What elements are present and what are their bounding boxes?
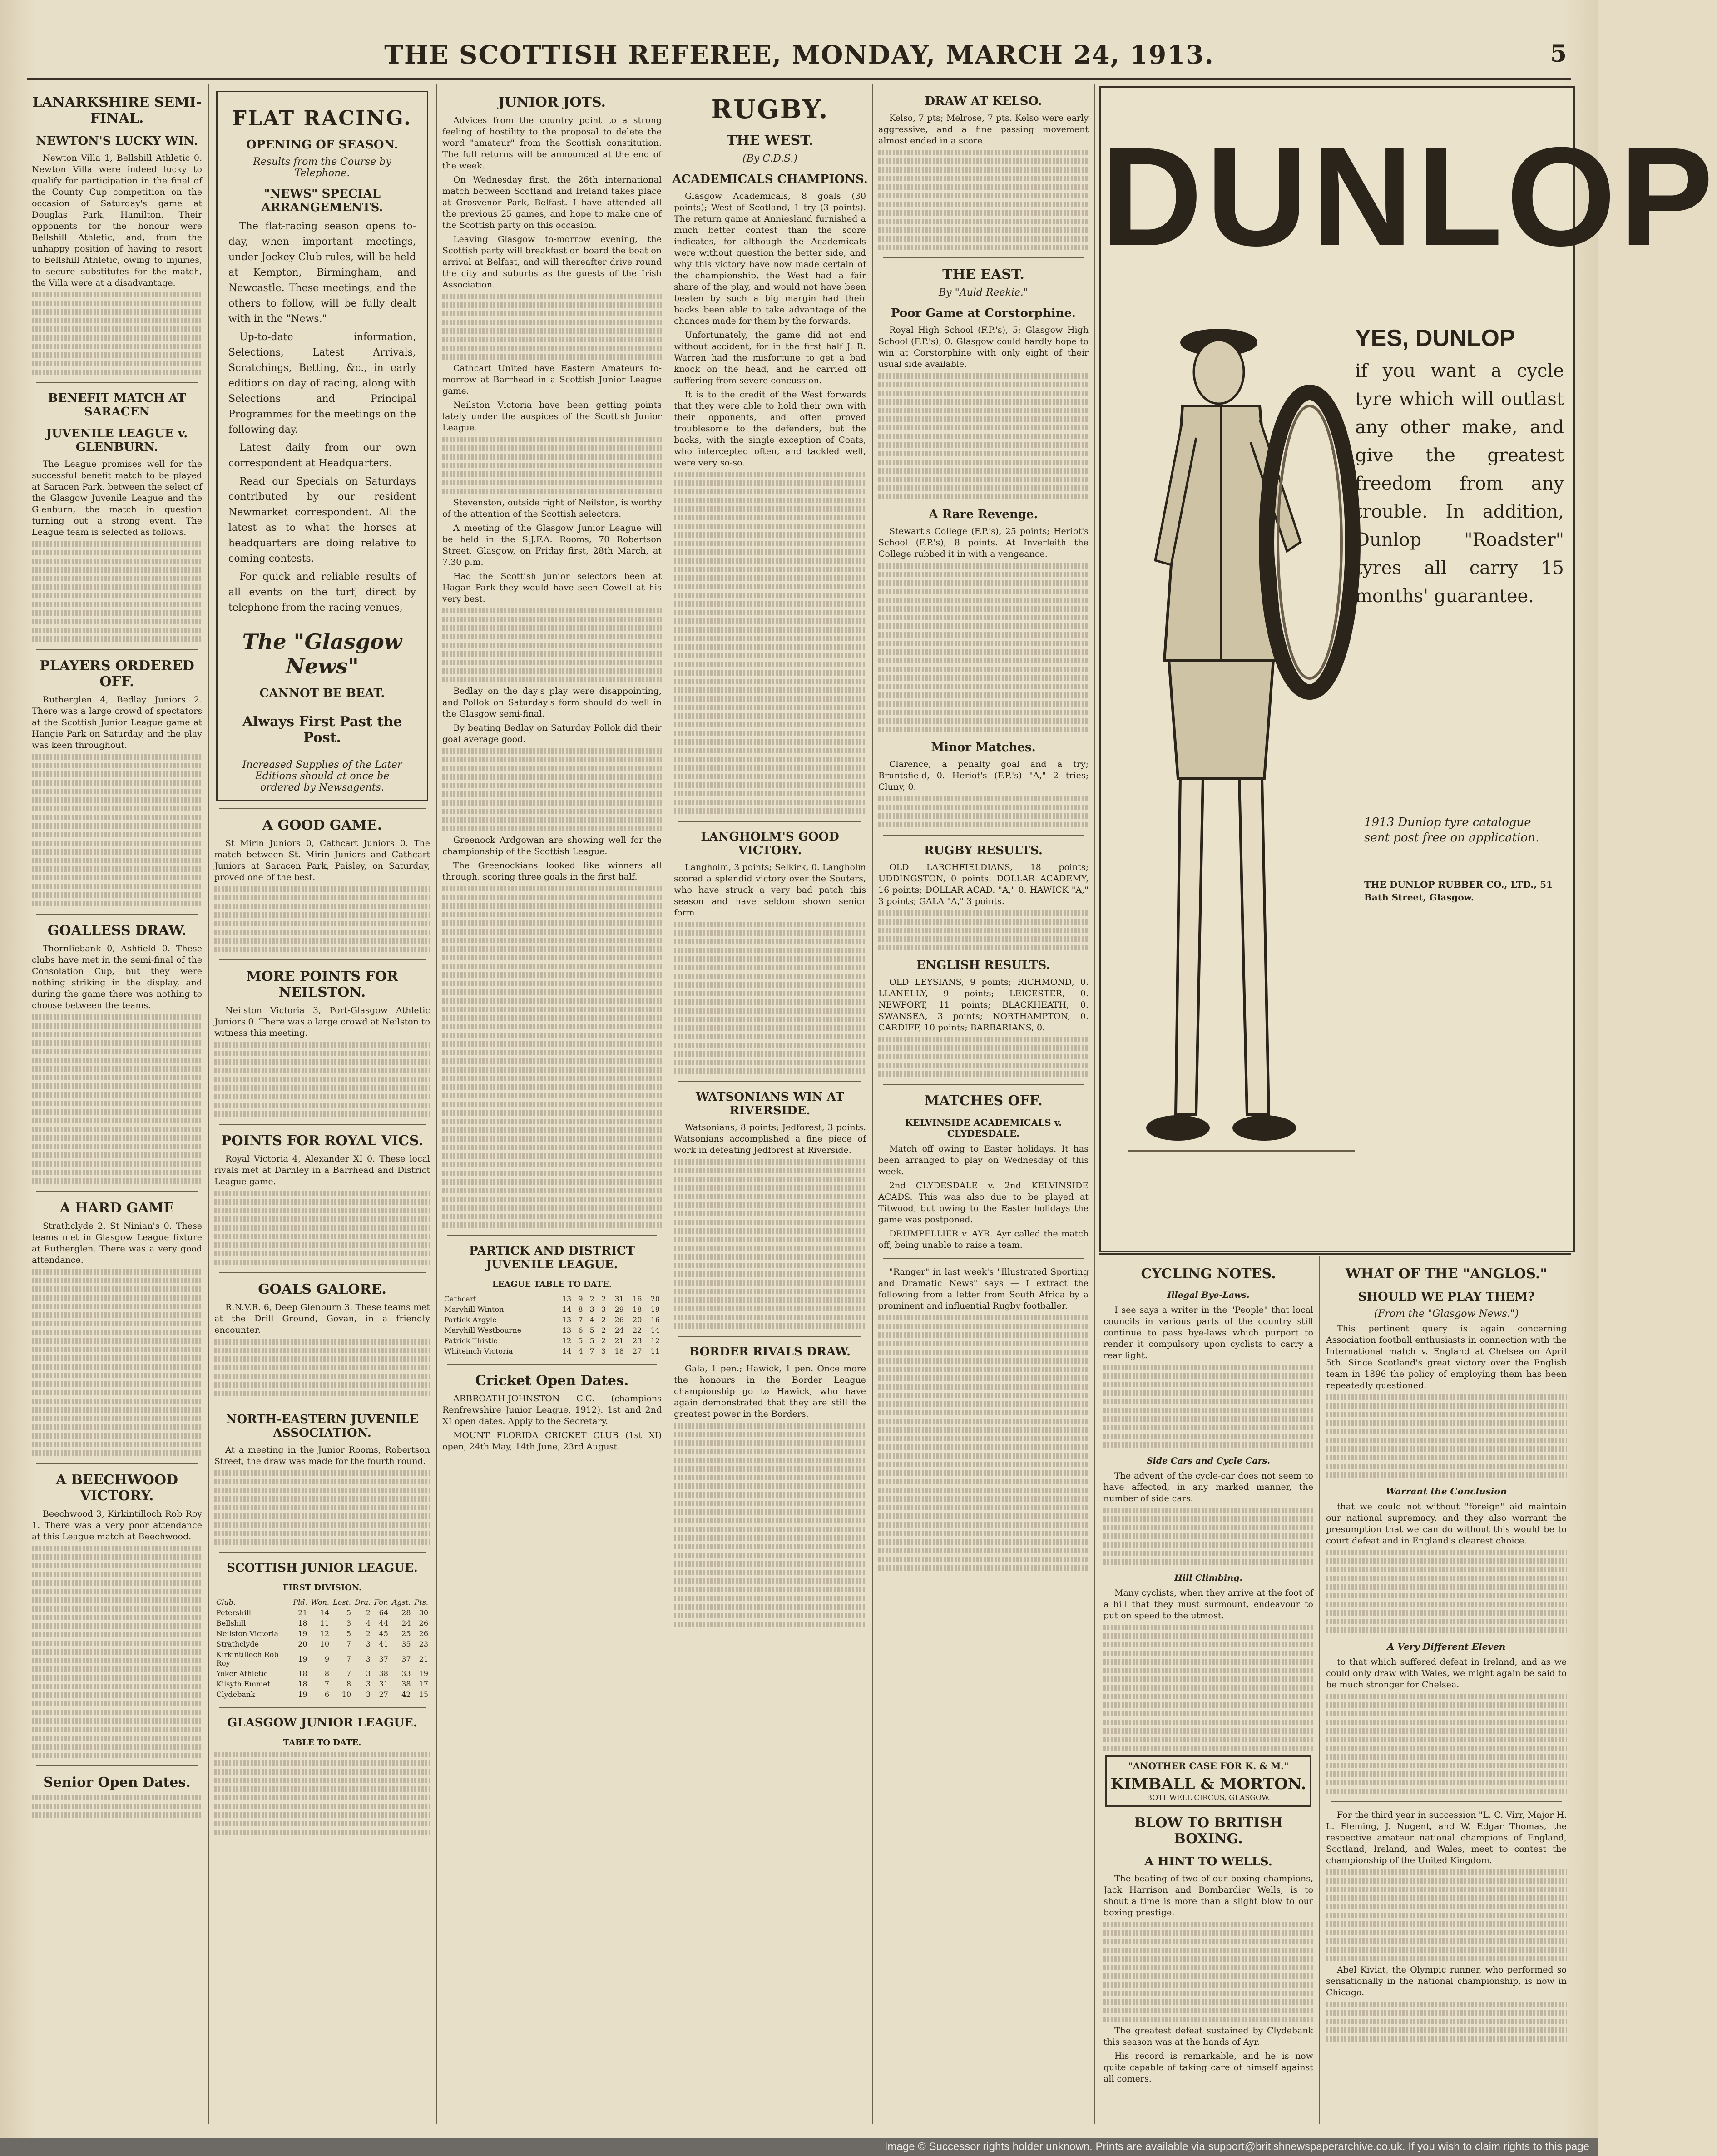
article-heading: PLAYERS ORDERED OFF. [40,658,194,690]
table-cell: 29 [614,1305,624,1314]
table-cell: 14 [320,1608,330,1617]
table-heading: GLASGOW JUNIOR LEAGUE. [227,1716,417,1730]
table-cell: 11 [650,1347,660,1355]
article-heading: LANGHOLM'S GOOD VICTORY. [701,830,839,857]
article-body: Thornliebank 0, Ashfield 0. These clubs have met in the semi-final of the Consolation Cup, but they were nothing striking in the display, and during the game there was nothing to choose between the teams. [32,944,202,1010]
table-cell: 7 [324,1680,330,1688]
league-table [442,1294,662,1356]
page-number: 5 [1550,40,1567,68]
flat-racing-notice: FLAT RACING. OPENING OF SEASON. Results from the Course by Telephone. "NEWS" SPECIAL ARRANGEMENTS. The flat-racing season opens to-day, when important meetings, under Jockey Club rules, will be held at Kempton, Birmingham, and Newcastle. These meetings, and the others to follow, will be fully dealt with in the "News." Up-to-date information, Selections, Latest Arrivals, Scratchings, Betting, &c., in early editions on day of racing, along with Selections and Principal Programmes for the meetings on the following day. Latest daily from our own correspondent at Headquarters. Read our Specials on Saturdays contributed by our resident Newmarket correspondent. All the latest as to what the horses at headquarters are doing relative to coming contests. For quick and reliable results of all events on the turf, direct by telephone from the racing venues, The "Glasgow News" CANNOT BE BEAT. Always First Past the Post. Increased Supplies of the Later Editions should at once be ordered by Newsagents. [216,91,428,801]
ad-divider [1099,1253,1571,1255]
table-cell: Cathcart [444,1295,477,1303]
table-cell: 12 [562,1336,572,1345]
table-row [214,1679,430,1689]
article-body: Stewart's College (F.P.'s), 25 points; Heriot's School (F.P.'s), 8 points. At Inverleith the College rubbed it in with a vengeance. [878,526,1089,559]
table-cell: 31 [379,1680,388,1688]
article-heading: A BEECHWOOD VICTORY. [55,1472,178,1504]
dunlop-advertisement [1099,86,1717,1252]
article-body: St Mirin Juniors 0, Cathcart Juniors 0. The match between St. Mirin Juniors and Cathcart Juniors at Saracen Park, Paisley, on Saturday, proved one of the best. [214,838,430,882]
column-divider [1319,1256,1320,2124]
table-cell: 38 [401,1680,411,1688]
table-cell: 26 [614,1315,624,1324]
article-body: Beechwood 3, Kirkintilloch Rob Roy 1. There was a very poor attendance at this League match at Beechwood. [32,1509,202,1542]
table-cell: 7 [578,1315,583,1324]
column-cycling-notes: CYCLING NOTES. Illegal Bye-Laws. I see says a writer in the "People" that local councils in various parts of the country still continue to pass bye-laws which purport to render it compulsory upon cyclists to carry a rear light. Side Cars and Cycle Cars. The advent of the cycle-car does not seem to have affected, in any marked manner, the number of side cars. Hill Climbing. Many cyclists, when they arrive at the foot of a hill that they must surmount, endeavour to put on speed to the utmost. "ANOTHER CASE FOR K. & M." KIMBALL & MORTON. BOTHWELL CIRCUS, GLASGOW. BLOW TO BRITISH BOXING. A HINT TO WELLS. The beating of two of our boxing champions, Jack Harrison and Bombardier Wells, is to shout a time is more than a slight blow to our boxing prestige. The greatest defeat sustained by Clydebank this season was at the hands of Ayr. His record is remarkable, and he is now quite capable of taking care of himself against all comers. [1099,1258,1318,2121]
article-heading: Senior Open Dates. [43,1775,191,1790]
table-cell: Maryhill Winton [444,1305,504,1314]
table-cell: Clydebank [216,1690,255,1699]
table-cell: 21 [614,1336,624,1345]
column-rugby: RUGBY. THE WEST. (By C.D.S.) ACADEMICALS CHAMPIONS. Glasgow Academicals, 8 goals (30 points); West of Scotland, 1 try (3 points). The return game at Anniesland furnished a much better contest than the score indicates, for although the Academicals were without question the better side, and why this victory have now made certain of the championship, the West had a fair share of the play, and would not have been beaten by such a big margin had their backs been able to take advantage of the chances made for them by the forwards. Unfortunately, the game did not end without accident, for in the first half J. R. Warren had the misfortune to get a bad knock on the head, and he carried off suffering from severe concussion. It is to the credit of the West forwards that they were able to hold their own with their opponents, and often proved troublesome to the defenders, but the backs, with the single exception of Coats, who intercepted often, and tackled well, were very so-so. LANGHOLM'S GOOD VICTORY. Langholm, 3 points; Selkirk, 0. Langholm scored a splendid victory over the Souters, who have struck a very bad patch this season and have seldom shown senior form. WATSONIANS WIN AT RIVERSIDE. Watsonians, 8 points; Jedforest, 3 points. Watsonians accomplished a fine piece of work in defeating Jedforest at Riverside. BORDER RIVALS DRAW. Gala, 1 pen.; Hawick, 1 pen. Once more the honours in the Border League championship go to Hawick, who have again demonstrated that they are still the greatest power in the Borders. [669,86,871,2121]
column-divider [872,84,873,2124]
article-body: Clarence, a penalty goal and a try; Bruntsfield, 0. Heriot's (F.P.'s) "A," 2 tries; Cluny, 0. [878,759,1089,792]
table-cell: 5 [589,1326,594,1335]
article-heading: Cricket Open Dates. [475,1373,629,1389]
table-cell: 24 [614,1326,624,1335]
table-cell: 21 [419,1654,428,1663]
table-cell: 14 [562,1305,572,1314]
table-cell: 11 [320,1619,330,1627]
article-heading: Poor Game at Corstorphine. [891,307,1076,320]
article-heading: CYCLING NOTES. [1141,1266,1276,1282]
table-cell: 9 [578,1295,583,1303]
table-cell: 24 [401,1619,411,1627]
article-subheading: NEWTON'S LUCKY WIN. [36,134,198,148]
masthead [27,40,1571,81]
article-body: Many cyclists, when they arrive at the foot of a hill that they must surmount, endeavour to put on speed to the utmost. [1103,1588,1313,1621]
column-divider [208,84,209,2124]
table-header-row [214,1597,430,1607]
article-heading: GOALS GALORE. [258,1281,386,1297]
table-row [214,1628,430,1639]
article-heading: GOALLESS DRAW. [47,923,187,939]
article-body: Kelso, 7 pts; Melrose, 7 pts. Kelso were early aggressive, and a fine passing movement almost ended in a score. [878,113,1089,146]
table-cell: 3 [366,1690,371,1699]
table-header-cell: For. [374,1598,388,1607]
table-cell: 2 [601,1315,606,1324]
table-cell: 4 [578,1347,583,1355]
table-cell: 8 [578,1305,583,1314]
table-row [214,1639,430,1649]
article-body: ARBROATH-JOHNSTON C.C. (champions Renfrewshire Junior League, 1912). 1st and 2nd XI open dates. Apply to the Secretary. [442,1394,662,1426]
section-heading: RUGBY. [711,94,829,124]
article-body: The advent of the cycle-car does not seem to have affected, in any marked manner, the number of side cars. [1103,1471,1313,1503]
table-cell: 16 [633,1295,642,1303]
table-cell: Partick Argyle [444,1315,497,1324]
article-body: Rutherglen 4, Bedlay Juniors 2. There was a large crowd of spectators at the Scottish Junior League game at Hangie Park on Saturday, and the play was keen throughout. [32,695,202,750]
article-subheading: OPENING OF SEASON. [246,138,398,152]
table-cell: 3 [366,1680,371,1688]
table-cell: 25 [401,1629,411,1638]
table-cell: 12 [320,1629,330,1638]
table-cell: 12 [650,1336,660,1345]
table-cell: 19 [650,1305,660,1314]
article-body: Leaving Glasgow to-morrow evening, the Scottish party will breakfast on board the boat on arrival at Belfast, and will thereafter drive round the city and suburbs as the guests of the Irish Association. [442,234,662,290]
table-cell: 21 [298,1608,307,1617]
kimball-morton-ad: "ANOTHER CASE FOR K. & M." KIMBALL & MORTON. BOTHWELL CIRCUS, GLASGOW. [1105,1755,1311,1807]
dunlop-headline: YES, DUNLOP [1355,325,1515,351]
table-cell: 5 [346,1608,351,1617]
article-body: 2nd CLYDESDALE v. 2nd KELVINSIDE ACADS. This was also due to be played at Titwood, but owing to the Easter holidays the game was postponed. [878,1181,1089,1225]
table-row [442,1315,662,1325]
article-body: Advices from the country point to a strong feeling of hostility to the proposal to delete the word "amateur" from the Scottish constitution. The full returns will be announced at the end of the week. [442,115,662,171]
table-cell: 16 [650,1315,660,1324]
table-cell: 27 [379,1690,388,1699]
article-body: This pertinent query is again concerning Association football enthusiasts in connection with the International match v. England at Chelsea on April 5th. Since Scotland's great victory over the English team in 1896 the policy of employing them has been repeatedly questioned. [1326,1324,1567,1390]
article-heading: Minor Matches. [931,741,1036,754]
table-cell: 19 [298,1629,307,1638]
table-cell: 4 [589,1315,594,1324]
table-cell: 30 [419,1608,428,1617]
article-body: that we could not without "foreign" aid maintain our national supremacy, and they also warrant the presumption that we can do without this would be to court defeat and in England's clearest choice. [1326,1502,1567,1546]
article-heading: A Rare Revenge. [929,508,1038,521]
table-cell: Whiteinch Victoria [444,1347,513,1355]
table-cell: 14 [650,1326,660,1335]
article-body: The beating of two of our boxing champions, Jack Harrison and Bombardier Wells, is to shout a time is more than a slight blow to our boxing prestige. [1103,1874,1313,1918]
table-cell: 8 [346,1680,351,1688]
table-cell: 3 [601,1305,606,1314]
article-body: The greatest defeat sustained by Clydebank this season was at the hands of Ayr. [1103,2026,1313,2047]
article-body: For the third year in succession "L. C. Virr, Major H. L. Fleming, J. Nugent, and W. Edgar Thomas, the respective amateur national champions of England, Scotland, Ireland, and Wales, meet to contest the championship of the United Kingdom. [1326,1810,1567,1865]
article-heading: MATCHES OFF. [924,1093,1043,1109]
table-cell: 15 [419,1690,428,1699]
article-heading: WATSONIANS WIN AT RIVERSIDE. [695,1090,845,1118]
table-cell: 2 [601,1336,606,1345]
article-body: MOUNT FLORIDA CRICKET CLUB (1st XI) open, 24th May, 14th June, 23rd August. [442,1430,662,1452]
table-row [214,1668,430,1679]
masthead-title: THE SCOTTISH REFEREE, MONDAY, MARCH 24, 1913. [384,40,1214,70]
table-row [442,1335,662,1346]
column-rugby-east: DRAW AT KELSO. Kelso, 7 pts; Melrose, 7 pts. Kelso were early aggressive, and a fine passing movement almost ended in a score. THE EAST. By "Auld Reekie." Poor Game at Corstorphine. Royal High School (F.P.'s), 5; Glasgow High School (F.P.'s), 0. Glasgow could hardly hope to win at Corstorphine with only eight of their usual side available. A Rare Revenge. Stewart's College (F.P.'s), 25 points; Heriot's School (F.P.'s), 8 points. At Inverleith the College rubbed it in with a vengeance. Minor Matches. Clarence, a penalty goal and a try; Bruntsfield, 0. Heriot's (F.P.'s) "A," 2 tries; Cluny, 0. RUGBY RESULTS. OLD LARCHFIELDIANS, 18 points; UDDINGSTON, 0 points. DOLLAR ACADEMY, 16 points; DOLLAR ACAD. "A," 0. HAWICK "A," 3 points; GALA "A," 3 points. ENGLISH RESULTS. OLD LEYSIANS, 9 points; RICHMOND, 0. LLANELLY, 9 points; LEICESTER, 0. NEWPORT, 11 points; BLACKHEATH, 0. SWANSEA, 3 points; NORTHAMPTON, 0. CARDIFF, 10 points; BARBARIANS, 0. MATCHES OFF. KELVINSIDE ACADEMICALS v. CLYDESDALE. Match off owing to Easter holidays. It has been arranged to play on Wednesday of this week. 2nd CLYDESDALE v. 2nd KELVINSIDE ACADS. This was also due to be played at Titwood, but owing to the Easter holidays the game was postponed. DRUMPELLIER v. AYR. Ayr called the match off, being unable to raise a team. "Ranger" in last week's "Illustrated Sporting and Dramatic News" says — I extract the following from a letter from South Africa by a prominent and influential Rugby footballer. [874,86,1093,2121]
table-cell: 45 [379,1629,388,1638]
dunlop-copy [1355,324,1564,610]
article-body: I see says a writer in the "People" that local councils in various parts of the country still continue to pass bye-laws which purport to render it compulsory upon cyclists to carry a rear light. [1103,1305,1313,1360]
article-heading: LANARKSHIRE SEMI-FINAL. [32,94,202,126]
table-cell: 41 [379,1640,388,1648]
table-cell: Yoker Athletic [216,1669,268,1678]
article-body: Royal High School (F.P.'s), 5; Glasgow High School (F.P.'s), 0. Glasgow could hardly hope to win at Corstorphine with only eight of their usual side available. [878,325,1089,369]
table-cell: 2 [601,1295,606,1303]
table-cell: 23 [633,1336,642,1345]
table-cell: 42 [401,1690,411,1699]
article-body: Cathcart United have Eastern Amateurs to-morrow at Barrhead in a Scottish Junior League game. [442,363,662,396]
section-heading: THE EAST. [942,267,1024,282]
table-cell: 7 [589,1347,594,1355]
article-heading: BLOW TO BRITISH BOXING. [1134,1815,1283,1847]
article-body: It is to the credit of the West forwards that they were able to hold their own with their opponents, and often proved troublesome to the defenders, but the backs, with the single exception of Coats, who intercepted often, and tackled well, were very so-so. [674,390,866,468]
table-row [442,1346,662,1356]
table-cell: 18 [633,1305,642,1314]
article-body: Neilston Victoria have been getting points lately under the auspices of the Scottish Junior League. [442,400,662,433]
table-cell: 18 [298,1680,307,1688]
table-cell: 13 [562,1315,572,1324]
table-header-cell: Dra. [355,1598,371,1607]
table-cell: Kirkintilloch Rob Roy [216,1650,279,1667]
article-body: Royal Victoria 4, Alexander XI 0. These local rivals met at Darnley in a Barrhead and District League game. [214,1154,430,1187]
article-heading: MORE POINTS FOR NEILSTON. [246,969,398,1000]
cyclist-illustration-icon [1128,288,1355,1173]
article-body: A meeting of the Glasgow Junior League will be held in the S.J.F.A. Rooms, 70 Robertson Street, Glasgow, on Friday first, 28th March, at 7.30 p.m. [442,523,662,567]
table-cell: 19 [419,1669,428,1678]
table-cell: Bellshill [216,1619,246,1627]
table-cell: 19 [298,1654,307,1663]
table-header-cell: Lost. [333,1598,351,1607]
article-body: His record is remarkable, and he is now quite capable of taking care of himself against all comers. [1103,2051,1313,2084]
table-cell: 26 [419,1629,428,1638]
article-body: to that which suffered defeat in Ireland, and as we could only draw with Wales, we might again be said to be much stronger for Chelsea. [1326,1657,1567,1690]
glasgow-news-ad: The "Glasgow News" [242,629,402,678]
article-body: Strathclyde 2, St Ninian's 0. These teams met in Glasgow League fixture at Rutherglen. There was a very good attendance. [32,1221,202,1265]
table-row [442,1304,662,1315]
table-row [442,1325,662,1335]
table-cell: 7 [346,1654,351,1663]
article-body: Stevenston, outside right of Neilston, is worthy of the attention of the Scottish selectors. [442,498,662,519]
table-cell: 20 [633,1315,642,1324]
table-row [214,1607,430,1618]
table-header-cell: Club. [216,1598,236,1607]
column-flat-racing: FLAT RACING. OPENING OF SEASON. Results from the Course by Telephone. "NEWS" SPECIAL ARRANGEMENTS. The flat-racing season opens to-day, when important meetings, under Jockey Club rules, will be held at Kempton, Birmingham, and Newcastle. These meetings, and the others to follow, will be fully dealt with in the "News." Up-to-date information, Selections, Latest Arrivals, Scratchings, Betting, &c., in early editions on day of racing, along with Selections and Principal Programmes for the meetings on the following day. Latest daily from our own correspondent at Headquarters. Read our Specials on Saturdays contributed by our resident Newmarket correspondent. All the latest as to what the horses at headquarters are doing relative to coming contests. For quick and reliable results of all events on the turf, direct by telephone from the racing venues, The "Glasgow News" CANNOT BE BEAT. Always First Past the Post. Increased Supplies of the Later Editions should at once be ordered by Newsagents. A GOOD GAME. St Mirin Juniors 0, Cathcart Juniors 0. The match between St. Mirin Juniors and Cathcart Juniors at Saracen Park, Paisley, on Saturday, proved one of the best. MORE POINTS FOR NEILSTON. Neilston Victoria 3, Port-Glasgow Athletic Juniors 0. There was a large crowd at Neilston to witness this meeting. POINTS FOR ROYAL VICS. Royal Victoria 4, Alexander XI 0. These local rivals met at Darnley in a Barrhead and District League game. GOALS GALORE. R.N.V.R. 6, Deep Glenburn 3. These teams met at the Drill Ground, Govan, in a friendly encounter. NORTH-EASTERN JUVENILE ASSOCIATION. At a meeting in the Junior Rooms, Robertson Street, the draw was made for the fourth round. SCOTTISH JUNIOR LEAGUE. FIRST DIVISION. Club. Pld. Won. Lost. Dra. For. Agst. Pts. Petershill 21 14 5 2 64 28 30 Bellshill 18 11 3 4 44 24 26 Neilston Victoria 19 12 5 2 45 25 26 Strathclyde 20 10 7 3 41 35 23 Kirkintilloch Rob Roy 19 9 7 3 37 37 21 Yoker Athletic 18 8 7 3 38 33 19 Kilsyth Emmet 18 7 8 3 31 38 17 Clydebank 19 6 10 3 27 42 15 GLASGOW JUNIOR LEAGUE. TABLE TO DATE. [210,86,435,2121]
article-heading: WHAT OF THE "ANGLOS." [1345,1266,1548,1282]
table-cell: 37 [401,1654,411,1663]
table-cell: 3 [589,1305,594,1314]
article-subheading: JUVENILE LEAGUE v. GLENBURN. [46,427,188,454]
article-body: DRUMPELLIER v. AYR. Ayr called the match off, being unable to raise a team. [878,1229,1089,1250]
masthead-rule [27,78,1571,80]
table-cell: Kilsyth Emmet [216,1680,271,1688]
article-heading: A GOOD GAME. [262,817,382,833]
table-cell: 10 [320,1640,330,1648]
table-cell: 31 [614,1295,624,1303]
article-body: Gala, 1 pen.; Hawick, 1 pen. Once more the honours in the Border League championship go to Hawick, who have again demonstrated that they are still the greatest power in the Borders. [674,1364,866,1419]
table-header-cell: Pts. [414,1598,428,1607]
table-cell: 44 [379,1619,388,1627]
dunlop-catalogue-note: 1913 Dunlop tyre catalogue sent post free on application. [1364,816,1539,845]
article-heading: JUNIOR JOTS. [498,94,606,110]
table-cell: 13 [562,1295,572,1303]
article-heading: BENEFIT MATCH AT SARACEN [48,391,186,419]
table-cell: 28 [401,1608,411,1617]
article-body: Watsonians, 8 points; Jedforest, 3 points. Watsonians accomplished a fine piece of work in defeating Jedforest at Riverside. [674,1123,866,1155]
article-body: The Greenockians looked like winners all through, scoring three goals in the first half. [442,860,662,882]
table-cell: 2 [589,1295,594,1303]
article-body: "Ranger" in last week's "Illustrated Sporting and Dramatic News" says — I extract the following from a letter from South Africa by a prominent and influential Rugby footballer. [878,1267,1089,1311]
article-body: Greenock Ardgowan are showing well for the championship of the Scottish League. [442,835,662,856]
article-body: Unfortunately, the game did not end without accident, for in the first half J. R. Warren had the misfortune to get a bad knock on the head, and he carried off suffering from severe concussion. [674,330,866,386]
table-cell: Neilston Victoria [216,1629,279,1638]
article-heading: ENGLISH RESULTS. [916,959,1050,972]
table-cell: 26 [419,1619,428,1627]
table-cell: 7 [346,1669,351,1678]
table-header-cell: Won. [311,1598,330,1607]
table-cell: 5 [346,1629,351,1638]
table-cell: 33 [401,1669,411,1678]
table-cell: 7 [346,1640,351,1648]
table-cell: 5 [578,1336,583,1345]
table-cell: Petershill [216,1608,251,1617]
table-cell: 5 [589,1336,594,1345]
table-header-cell: Agst. [391,1598,411,1607]
table-cell: 17 [419,1680,428,1688]
article-body: The League promises well for the successful benefit match to be played at Saracen Park, between the select of the Glasgow Juvenile League and the Glenburn, the match in question turning out a strong event. The League team is selected as follows. [32,459,202,537]
table-cell: 37 [379,1654,388,1663]
dunlop-company: THE DUNLOP RUBBER CO., LTD., 51 Bath Street, Glasgow. [1364,879,1553,903]
table-row [214,1618,430,1628]
article-body: Bedlay on the day's play were disappointing, and Pollok on Saturday's form should do well in the Glasgow semi-final. [442,686,662,719]
article-heading: NORTH-EASTERN JUVENILE ASSOCIATION. [226,1413,419,1440]
table-cell: 18 [298,1669,307,1678]
article-heading: DRAW AT KELSO. [925,94,1042,108]
table-cell: 6 [324,1690,330,1699]
dunlop-body: if you want a cycle tyre which will outlast any other make, and give the greatest freedom from any trouble. In addition, Dunlop "Roadster" tyres all carry 15 months' guarantee. [1355,361,1564,607]
article-body: Newton Villa 1, Bellshill Athletic 0. Newton Villa were indeed lucky to qualify for participation in the final of the County Cup competition on the occasion of Saturday's game at Douglas Park, Hamilton. Their opponents for the honour were Bellshill Athletic, and, from the unhappy position of having to resort to Bellshill Athletic, owing to injuries, to secure substitutes for the match, the Villa were at a disadvantage. [32,153,202,288]
table-row [214,1689,430,1700]
article-body: Abel Kiviat, the Olympic runner, who performed so sensationally in the national championship, is now in Chicago. [1326,1965,1567,1998]
table-cell: 10 [341,1690,351,1699]
article-heading: RUGBY RESULTS. [924,844,1043,857]
article-body: On Wednesday first, the 26th international match between Scotland and Ireland takes place at Grosvenor Park, Belfast. I have attended all the previous 25 games, and hope to make one of the Scottish party on this occasion. [442,175,662,230]
table-header-cell: Pld. [293,1598,307,1607]
table-cell: 8 [324,1669,330,1678]
table-row [214,1649,430,1668]
table-cell: 3 [346,1619,351,1627]
table-cell: 3 [601,1347,606,1355]
table-cell: 13 [562,1326,572,1335]
table-heading: SCOTTISH JUNIOR LEAGUE. [227,1561,418,1575]
article-heading: BORDER RIVALS DRAW. [689,1345,851,1359]
table-cell: 2 [366,1629,371,1638]
table-cell: 2 [366,1608,371,1617]
table-cell: 9 [324,1654,330,1663]
table-cell: 23 [419,1640,428,1648]
table-cell: 14 [562,1347,572,1355]
table-cell: 3 [366,1654,371,1663]
table-cell: 35 [401,1640,411,1648]
table-heading: PARTICK AND DISTRICT JUVENILE LEAGUE. [469,1244,635,1271]
table-cell: 18 [614,1347,624,1355]
article-body: Match off owing to Easter holidays. It has been arranged to play on Wednesday of this week. [878,1144,1089,1177]
column-divider [1094,84,1095,2124]
table-row [442,1294,662,1304]
column-anglos: WHAT OF THE "ANGLOS." SHOULD WE PLAY THEM? (From the "Glasgow News.") This pertinent query is again concerning Association football enthusiasts in connection with the International match v. England at Chelsea on April 5th. Since Scotland's great victory over the English team in 1896 the policy of employing them has been repeatedly questioned. Warrant the Conclusion that we could not without "foreign" aid maintain our national supremacy, and they also warrant the presumption that we can do without this would be to court defeat and in England's clearest choice. A Very Different Eleven to that which suffered defeat in Ireland, and as we could only draw with Wales, we might again be said to be much stronger for Chelsea. For the third year in succession "L. C. Virr, Major H. L. Fleming, J. Nugent, and W. Edgar Thomas, the respective amateur national champions of England, Scotland, Ireland, and Wales, meet to contest the championship of the United Kingdom. Abel Kiviat, the Olympic runner, who performed so sensationally in the national championship, is now in Chicago. [1321,1258,1571,2121]
table-cell: 38 [379,1669,388,1678]
article-body: By beating Bedlay on Saturday Pollok did their goal average good. [442,723,662,744]
results-list: OLD LARCHFIELDIANS, 18 points; UDDINGSTON, 0 points. DOLLAR ACADEMY, 16 points; DOLLAR ACAD. "A," 0. HAWICK "A," 3 points; GALA "A," 3 points. [878,862,1089,906]
article-body: Langholm, 3 points; Selkirk, 0. Langholm scored a splendid victory over the Souters, who have struck a very bad patch this season and have seldom shown senior form. [674,862,866,918]
article-body: R.N.V.R. 6, Deep Glenburn 3. These teams met at the Drill Ground, Govan, in a friendly encounter. [214,1302,430,1335]
article-heading: ACADEMICALS CHAMPIONS. [672,173,868,186]
table-cell: 27 [633,1347,642,1355]
results-list: OLD LEYSIANS, 9 points; RICHMOND, 0. LLANELLY, 9 points; LEICESTER, 0. NEWPORT, 11 points; BLACKHEATH, 0. SWANSEA, 3 points; NORTHAMPTON, 0. CARDIFF, 10 points; BARBARIANS, 0. [878,977,1089,1033]
article-heading: FLAT RACING. [232,107,412,130]
table-cell: 20 [650,1295,660,1303]
column-junior-jots: JUNIOR JOTS. Advices from the country point to a strong feeling of hostility to the proposal to delete the word "amateur" from the Scottish constitution. The full returns will be announced at the end of the week. On Wednesday first, the 26th international match between Scotland and Ireland takes place at Grosvenor Park, Belfast. I have attended all the previous 25 games, and hope to make one of the Scottish party on this occasion. Leaving Glasgow to-morrow evening, the Scottish party will breakfast on board the boat on arrival at Belfast, and will thereafter drive round the city and suburbs as the guests of the Irish Association. Cathcart United have Eastern Amateurs to-morrow at Barrhead in a Scottish Junior League game. Neilston Victoria have been getting points lately under the auspices of the Scottish Junior League. Stevenston, outside right of Neilston, is worthy of the attention of the Scottish selectors. A meeting of the Glasgow Junior League will be held in the S.J.F.A. Rooms, 70 Robertson Street, Glasgow, on Friday first, 28th March, at 7.30 p.m. Had the Scottish junior selectors been at Hagan Park they would have seen Cowell at his very best. Bedlay on the day's play were disappointing, and Pollok on Saturday's form should do well in the Glasgow semi-final. By beating Bedlay on Saturday Pollok did their goal average good. Greenock Ardgowan are showing well for the championship of the Scottish League. The Greenockians looked like winners all through, scoring three goals in the first half. PARTICK AND DISTRICT JUVENILE LEAGUE. LEAGUE TABLE TO DATE. Cathcart 13 9 2 2 31 16 20 Maryhill Winton 14 8 3 3 29 18 19 Partick Argyle 13 7 4 2 26 20 16 Maryhill Westbourne 13 6 5 2 24 22 14 Patrick Thistle 12 5 5 2 21 23 12 Whiteinch Victoria 14 4 7 3 18 27 11 Cricket Open Dates. ARBROATH-JOHNSTON C.C. (champions Renfrewshire Junior League, 1912). 1st and 2nd XI open dates. Apply to the Secretary. MOUNT FLORIDA CRICKET CLUB (1st XI) open, 24th May, 14th June, 23rd August. [438,86,666,2121]
table-cell: 2 [601,1326,606,1335]
table-cell: 4 [366,1619,371,1627]
table-cell: 19 [298,1690,307,1699]
article-heading: POINTS FOR ROYAL VICS. [221,1133,423,1149]
article-body: Neilston Victoria 3, Port-Glasgow Athletic Juniors 0. There was a large crowd at Neilston to witness this meeting. [214,1005,430,1038]
column-lanarkshire [27,86,207,2121]
archive-credit: Image © Successor rights holder unknown. Prints are available via support@britishnewspaperarchive.co.uk. If you wish to claim rights to this page [0,2138,1598,2156]
table-cell: Maryhill Westbourne [444,1326,522,1335]
table-cell: 64 [379,1608,388,1617]
table-cell: 6 [578,1326,583,1335]
table-cell: 22 [633,1326,642,1335]
article-body: At a meeting in the Junior Rooms, Robertson Street, the draw was made for the fourth round. [214,1445,430,1466]
article-heading: A HARD GAME [59,1200,174,1216]
article-body: Had the Scottish junior selectors been at Hagan Park they would have seen Cowell at his very best. [442,571,662,604]
table-cell: 20 [298,1640,307,1648]
table-cell: 3 [366,1640,371,1648]
table-cell: 3 [366,1669,371,1678]
table-cell: Patrick Thistle [444,1336,498,1345]
dunlop-logo: DUNLOP [1101,118,1717,275]
league-table [214,1597,430,1700]
column-divider [436,84,437,2124]
article-body: Glasgow Academicals, 8 goals (30 points); West of Scotland, 1 try (3 points). The return game at Anniesland furnished a much better contest than the score indicates, for although the Academicals were without question the better side, and why this victory have now made certain of the championship, the West had a fair share of the play, and would not have been beaten by such a big margin had their backs been able to take advantage of the chances made for them by the forwards. [674,191,866,326]
table-cell: Strathclyde [216,1640,259,1648]
table-cell: 18 [298,1619,307,1627]
